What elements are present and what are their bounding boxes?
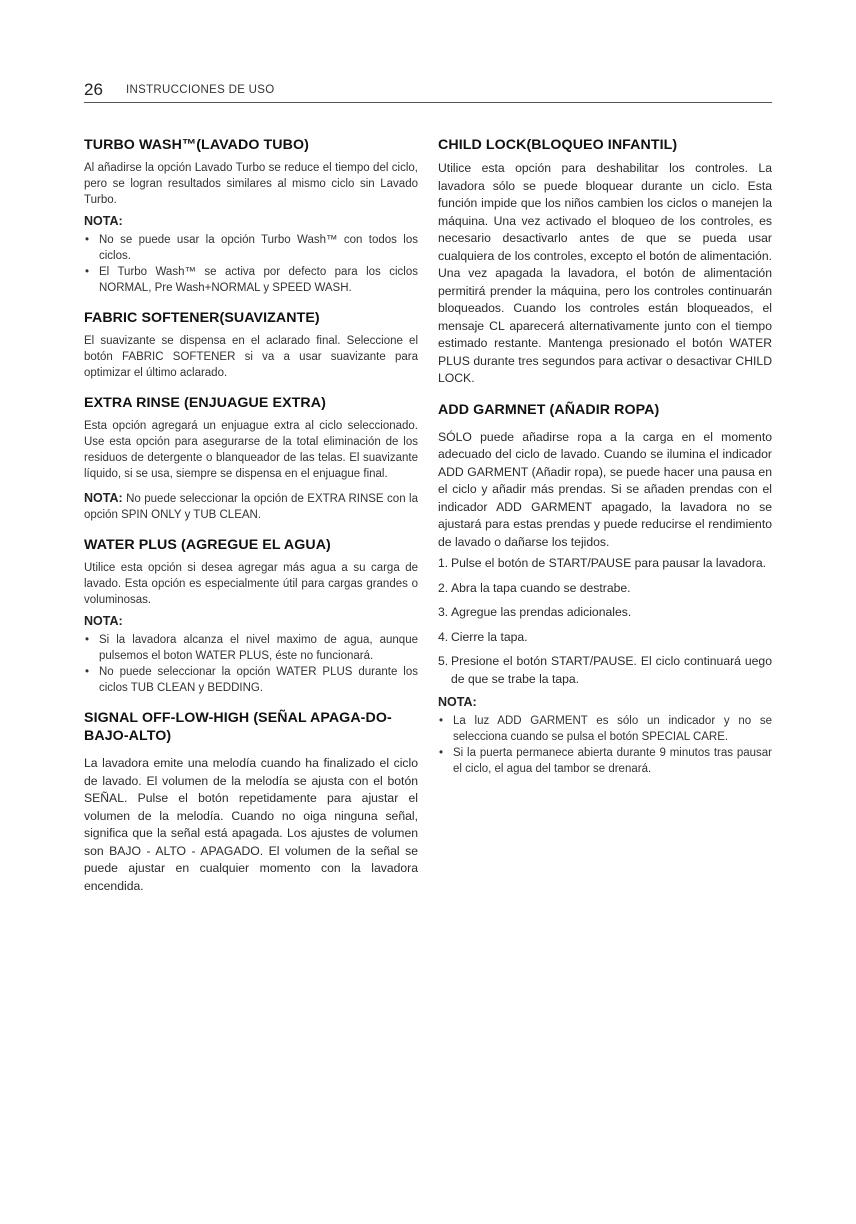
step-text: Abra la tapa cuando se destrabe. <box>451 580 631 595</box>
step-number: 2. <box>438 580 449 595</box>
step-text: Cierre la tapa. <box>451 629 528 644</box>
step-text: Presione el botón START/PAUSE. El ciclo continuará uego de que se trabe la tapa. <box>451 654 772 686</box>
fabric-softener-text: El suavizante se dispensa en el aclarado final. Seleccione el botón FABRIC SOFTENER si va a usar suavizante para optimizar el último aclarado. <box>84 335 418 379</box>
water-plus-text: Utilice esta opción si desea agregar más agua a su carga de lavado. Esta opción es especialmente útil para cargas grandes o voluminosas. <box>84 562 418 606</box>
extra-rinse-nota-label: NOTA: <box>84 491 123 505</box>
add-garment-title: ADD GARMNET (AÑADIR ROPA) <box>438 401 660 418</box>
turbo-wash-bullets <box>84 232 418 296</box>
list-item: • La luz ADD GARMENT es sólo un indicador y no se selecciona cuando se pulsa el botón SPECIAL CARE. <box>438 713 772 745</box>
page-header <box>84 80 772 103</box>
turbo-wash-nota: NOTA: <box>84 214 123 228</box>
step-number: 5. <box>438 654 449 668</box>
list-item: • No puede seleccionar la opción WATER PLUS durante los ciclos TUB CLEAN y BEDDING. <box>84 664 418 696</box>
child-lock-text: Utilice esta opción para deshabilitar los controles. La lavadora sólo se puede bloquear durante un ciclo. Esta función impide que los niños cambien los ciclos o manejen la máquina. Una vez activado el bloqueo de los controles, es necesario desactivarlo antes de que se pueda usar cualquiera de los controles, excepto el botón de alimentación. Una vez apagada la lavadora, el botón de alimentación permitirá prender la máquina, pero los controles continuarán bloqueados. Cuando los controles están bloqueados, el mensaje CL aparecerá alternativamente junto con el tiempo estimado restante. Mantenga presionado el botón WATER PLUS durante tres segundos para activar o desactivar CHILD LOCK. <box>438 161 772 385</box>
list-item: • El Turbo Wash™ se activa por defecto para los ciclos NORMAL, Pre Wash+NORMAL y SPEED WASH. <box>84 264 418 296</box>
extra-rinse-nota-text: No puede seleccionar la opción de EXTRA RINSE con la opción SPIN ONLY y TUB CLEAN. <box>84 493 418 521</box>
list-item <box>438 555 772 573</box>
child-lock-section <box>438 136 772 388</box>
water-plus-section <box>84 536 418 696</box>
extra-rinse-text: Esta opción agregará un enjuague extra al ciclo seleccionado. Use esta opción para asegurarse de la total eliminación de los residuos de detergente o blanqueador de las telas. El suavizante líquido, si se usa, siempre se dispensa en el enjuague final. <box>84 420 418 480</box>
step-number: 1. <box>438 556 449 570</box>
step-text: Pulse el botón de START/PAUSE para pausar la lavadora. <box>451 556 767 570</box>
section-label: INSTRUCCIONES DE USO <box>126 84 275 96</box>
list-item: • Si la puerta permanece abierta durante 9 minutos tras pausar el ciclo, el agua del tambor se drenará. <box>438 745 772 777</box>
signal-section <box>84 709 418 895</box>
list-item <box>438 604 772 622</box>
fabric-softener-section <box>84 309 418 381</box>
extra-rinse-nota <box>84 490 418 523</box>
turbo-wash-title: TURBO WASH™(LAVADO TUBO) <box>84 137 309 153</box>
add-garment-nota: NOTA: <box>438 695 477 709</box>
add-garment-steps <box>438 555 772 688</box>
extra-rinse-section <box>84 394 418 523</box>
list-item <box>438 653 772 688</box>
add-garment-text: SÓLO puede añadirse ropa a la carga en el momento adecuado del ciclo de lavado. Cuando se ilumina el indicador ADD GARMENT (Añadir ropa), se puede hacer una pausa en el ciclo y añadir más prendas. Si se añaden prendas con el indicador ADD GARMENT apagado, la lavadora no se ajustará para estas prendas y puede reducirse el rendimiento de lavado o dañarse los tejidos. <box>438 429 772 549</box>
fabric-softener-title: FABRIC SOFTENER(SUAVIZANTE) <box>84 310 320 326</box>
child-lock-title: CHILD LOCK(BLOQUEO INFANTIL) <box>438 137 678 153</box>
add-garment-section <box>438 401 772 778</box>
add-garment-bullets <box>438 713 772 777</box>
step-text: Agregue las prendas adicionales. <box>451 605 632 619</box>
turbo-wash-text: Al añadirse la opción Lavado Turbo se reduce el tiempo del ciclo, pero se logran resultados similares al mismo ciclo sin Lavado Turbo. <box>84 162 418 206</box>
water-plus-nota: NOTA: <box>84 614 123 628</box>
page-number: 26 <box>84 80 103 99</box>
list-item <box>438 629 772 647</box>
step-number: 4. <box>438 629 449 644</box>
water-plus-title: WATER PLUS (AGREGUE EL AGUA) <box>84 537 331 553</box>
list-item: • Si la lavadora alcanza el nivel maximo de agua, aunque pulsemos el boton WATER PLUS, éste no funcionará. <box>84 632 418 664</box>
signal-title: SIGNAL OFF-LOW-HIGH (SEÑAL APAGA-DO-BAJO-ALTO) <box>84 710 392 744</box>
extra-rinse-title: EXTRA RINSE (ENJUAGUE EXTRA) <box>84 395 326 411</box>
signal-text: La lavadora emite una melodía cuando ha finalizado el ciclo de lavado. El volumen de la melodía se ajusta con el botón SEÑAL. Pulse el botón repetidamente para ajustar el volumen de la melodía. Cuando no oiga ninguna señal, significa que la señal está apagada. Los ajustes de volumen son BAJO - ALTO - APAGADO. El volumen de la señal se puede ajustar en cualquier momento con la lavadora encendida. <box>84 756 418 893</box>
left-column <box>84 136 418 908</box>
turbo-wash-section <box>84 136 418 296</box>
list-item: • No se puede usar la opción Turbo Wash™ con todos los ciclos. <box>84 232 418 264</box>
water-plus-bullets <box>84 632 418 696</box>
right-column <box>438 136 772 790</box>
list-item <box>438 580 772 598</box>
step-number: 3. <box>438 605 449 619</box>
